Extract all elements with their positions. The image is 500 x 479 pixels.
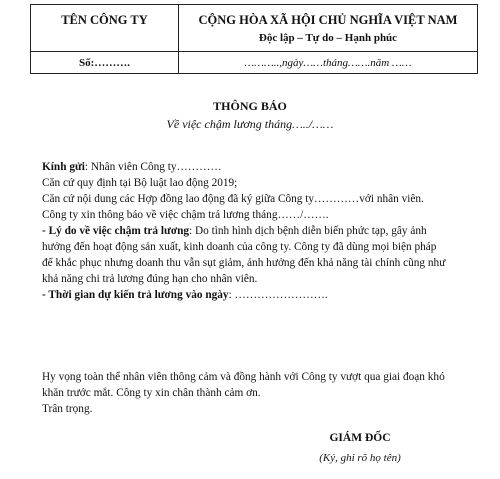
document-number: Số:……….	[78, 57, 131, 69]
expected-date-label: - Thời gian dự kiến trả lương vào ngày	[42, 289, 229, 301]
greeting-line	[42, 159, 482, 175]
company-name: TÊN CÔNG TY	[61, 13, 148, 27]
reason-line-4: khả năng chi trả lương đúng hạn cho nhân viên.	[42, 273, 258, 285]
national-title: CỘNG HÒA XÃ HỘI CHỦ NGHĨA VIỆT NAM	[198, 13, 458, 27]
contract-basis-line: Căn cứ nội dung các Hợp đồng lao động đã ký giữa Công ty…………với nhân viên.	[42, 193, 424, 205]
reason-line-2: hưởng đến hoạt động sản xuất, kinh doanh của công ty. Công ty đã dùng mọi biện pháp	[42, 241, 437, 253]
signature-note: (Ký, ghi rõ họ tên)	[319, 452, 401, 464]
header-divider-horizontal	[31, 51, 477, 52]
header-table	[30, 4, 478, 74]
expected-date-line	[42, 287, 482, 303]
reason-line-3: để khắc phục nhưng doanh thu vẫn sụt giảm, ảnh hưởng đến khả năng tài chính cũng như	[42, 257, 446, 269]
closing-body	[42, 369, 482, 417]
greeting-label: Kính gửi	[42, 161, 85, 173]
date-line: ………..,ngày……tháng…….năm ……	[244, 57, 412, 69]
closing-regards: Trân trọng.	[42, 403, 93, 415]
legal-basis-line: Căn cứ quy định tại Bộ luật lao động 2019;	[42, 177, 238, 189]
expected-date-value: : …………………….	[228, 289, 328, 301]
reason-line-1	[42, 223, 482, 239]
reason-text-1: : Do tình hình dịch bệnh diễn biến phức tạp, gây ảnh	[189, 225, 427, 237]
reason-label: - Lý do về việc chậm trả lương	[42, 225, 190, 237]
notice-line: Công ty xin thông báo về việc chậm trả lương tháng……/…….	[42, 209, 329, 221]
notice-body	[42, 159, 482, 303]
document-title: THÔNG BÁO	[213, 99, 287, 113]
signer-title: GIÁM ĐỐC	[329, 432, 391, 444]
national-motto: Độc lập – Tự do – Hạnh phúc	[258, 32, 398, 44]
greeting-recipient: : Nhân viên Công ty…………	[84, 161, 222, 173]
closing-line-2: khăn trước mắt. Công ty xin chân thành cảm ơn.	[42, 387, 261, 399]
document-subtitle: Về việc chậm lương tháng…../……	[166, 117, 334, 131]
closing-line-1: Hy vọng toàn thể nhân viên thông cảm và đồng hành với Công ty vượt qua giai đoạn khó	[42, 371, 445, 383]
